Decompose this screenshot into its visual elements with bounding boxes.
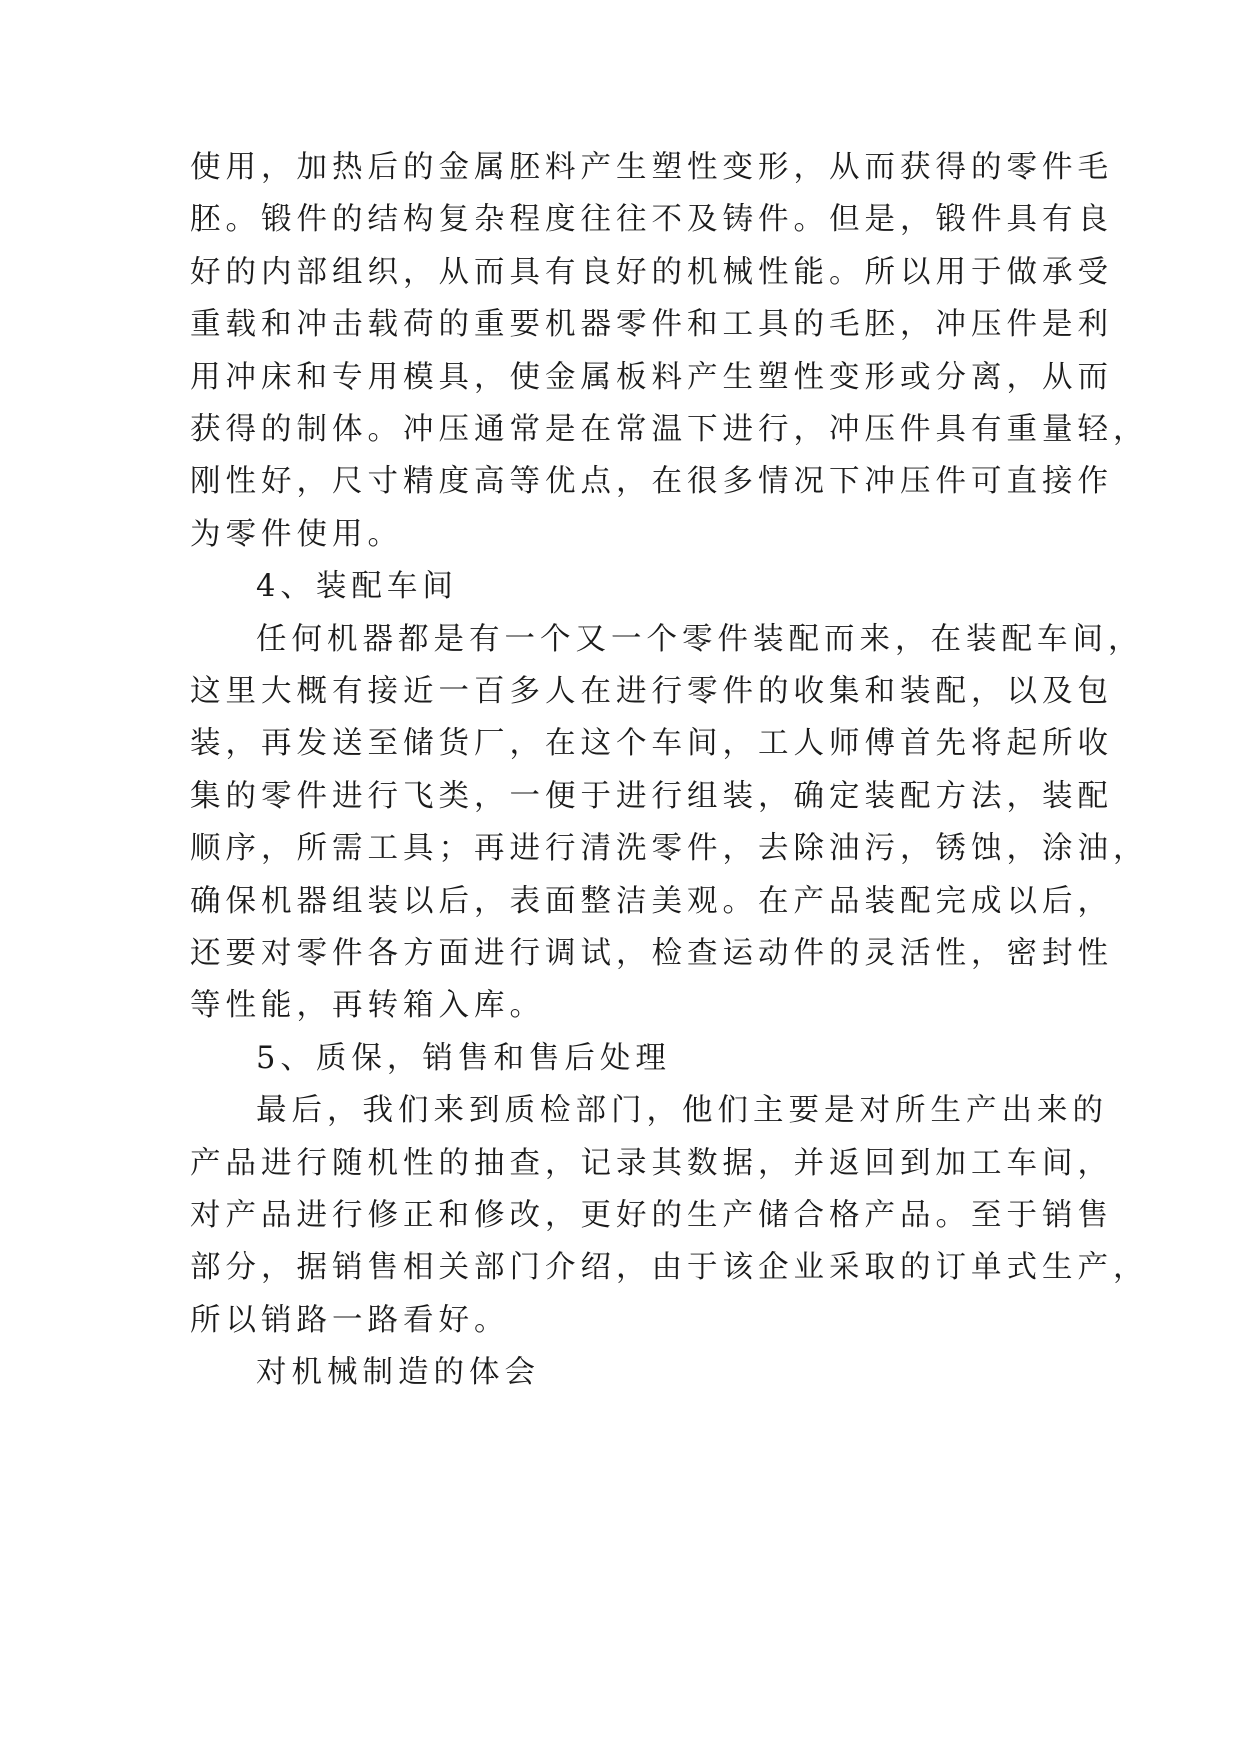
text-line: 为零件使用。	[190, 516, 403, 552]
text-line: 集的零件进行飞类，一便于进行组装，确定装配方法，装配	[190, 778, 1113, 814]
text-line: 重载和冲击载荷的重要机器零件和工具的毛胚，冲压件是利	[190, 307, 1113, 343]
text-line: 所以销路一路看好。	[190, 1302, 510, 1338]
text-line: 装，再发送至储货厂，在这个车间，工人师傅首先将起所收	[190, 726, 1113, 762]
text-line: 顺序，所需工具；再进行清洗零件，去除油污，锈蚀，涂油，	[190, 831, 1149, 867]
text-line: 好的内部组织，从而具有良好的机械性能。所以用于做承受	[190, 254, 1113, 290]
text-line: 部分，据销售相关部门介绍，由于该企业采取的订单式生产，	[190, 1250, 1149, 1286]
text-line: 对产品进行修正和修改，更好的生产储合格产品。至于销售	[190, 1198, 1113, 1233]
text-line: 确保机器组装以后，表面整洁美观。在产品装配完成以后，	[190, 883, 1113, 919]
text-line: 使用，加热后的金属胚料产生塑性变形，从而获得的零件毛	[190, 150, 1113, 185]
section-heading: 4、装配车间	[256, 569, 458, 605]
section-heading: 5、质保，销售和售后处理	[256, 1040, 671, 1076]
text-line: 任何机器都是有一个又一个零件装配而来，在装配车间，	[256, 621, 1144, 657]
text-line: 胚。锻件的结构复杂程度往往不及铸件。但是，锻件具有良	[190, 202, 1113, 238]
text-line: 获得的制体。冲压通常是在常温下进行，冲压件具有重量轻，	[190, 412, 1149, 447]
text-line: 用冲床和专用模具，使金属板料产生塑性变形或分离，从而	[190, 359, 1113, 395]
text-line: 产品进行随机性的抽查，记录其数据，并返回到加工车间，	[190, 1145, 1113, 1181]
text-line: 这里大概有接近一百多人在进行零件的收集和装配，以及包	[190, 674, 1113, 709]
text-line: 还要对零件各方面进行调试，检查运动件的灵活性，密封性	[190, 936, 1113, 971]
text-line: 等性能，再转箱入库。	[190, 988, 545, 1024]
body-text	[190, 0, 1149, 1423]
text-line: 最后，我们来到质检部门，他们主要是对所生产出来的	[256, 1093, 1108, 1129]
text-line: 刚性好，尺寸精度高等优点，在很多情况下冲压件可直接作	[190, 464, 1113, 500]
text-line: 对机械制造的体会	[256, 1355, 540, 1391]
